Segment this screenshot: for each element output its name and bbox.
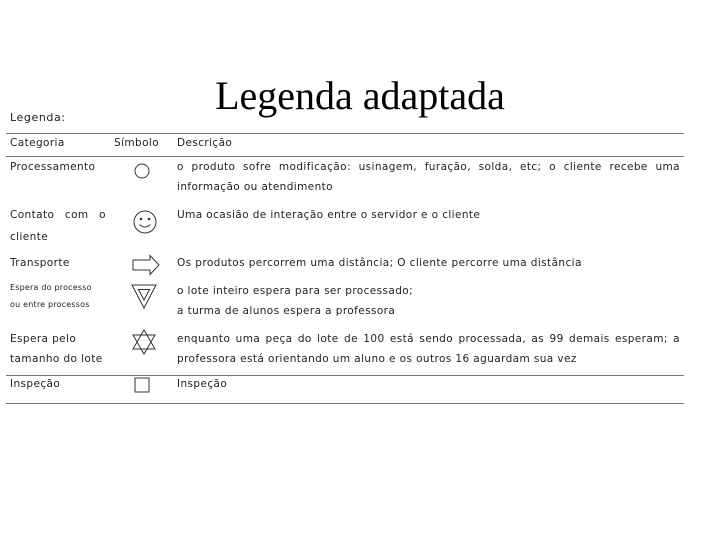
legend-label: Legenda: [10, 111, 66, 124]
row-description-line1: o lote inteiro espera para ser processado; [177, 285, 414, 297]
row-category-line1: Espera do processo [10, 283, 92, 292]
circle-icon [133, 162, 151, 184]
row-description: Uma ocasião de interação entre o servidor e o cliente [177, 209, 481, 221]
right-arrow-icon [131, 254, 161, 280]
row-category: Processamento [10, 161, 96, 173]
column-header-symbol: Símbolo [114, 137, 160, 149]
row-separator-rule [6, 375, 684, 376]
row-description: Os produtos percorrem uma distância; O cliente percorre uma distância [177, 257, 582, 269]
row-category-line1: Espera pelo [10, 333, 77, 345]
row-category: Transporte [10, 257, 70, 269]
row-category: Inspeção [10, 378, 61, 390]
row-description-line1: o produto sofre modificação: usinagem, furação, solda, etc; o cliente recebe uma [177, 161, 680, 173]
row-description-line1: enquanto uma peça do lote de 100 está sendo processada, as 99 demais esperam; a [177, 333, 680, 345]
column-header-category: Categoria [10, 137, 65, 149]
row-category-line2: tamanho do lote [10, 353, 103, 365]
smiley-face-icon [132, 209, 158, 239]
row-category-line2: ou entre processos [10, 300, 90, 309]
row-description-line2: informação ou atendimento [177, 181, 334, 193]
row-description: Inspeção [177, 378, 228, 390]
square-icon [134, 377, 150, 397]
row-category-line2: cliente [10, 231, 49, 243]
row-description-line2: a turma de alunos espera a professora [177, 305, 396, 317]
table-bottom-rule [6, 403, 684, 404]
table-top-rule [6, 133, 684, 134]
inverted-triangle-icon [130, 282, 158, 314]
column-header-description: Descrição [177, 137, 233, 149]
row-category-line1: Contato com o [10, 209, 106, 221]
slide-title: Legenda adaptada [215, 73, 505, 118]
row-description-line2: professora está orientando um aluno e os outros 16 aguardam sua vez [177, 353, 577, 365]
star-of-david-icon [130, 328, 158, 360]
